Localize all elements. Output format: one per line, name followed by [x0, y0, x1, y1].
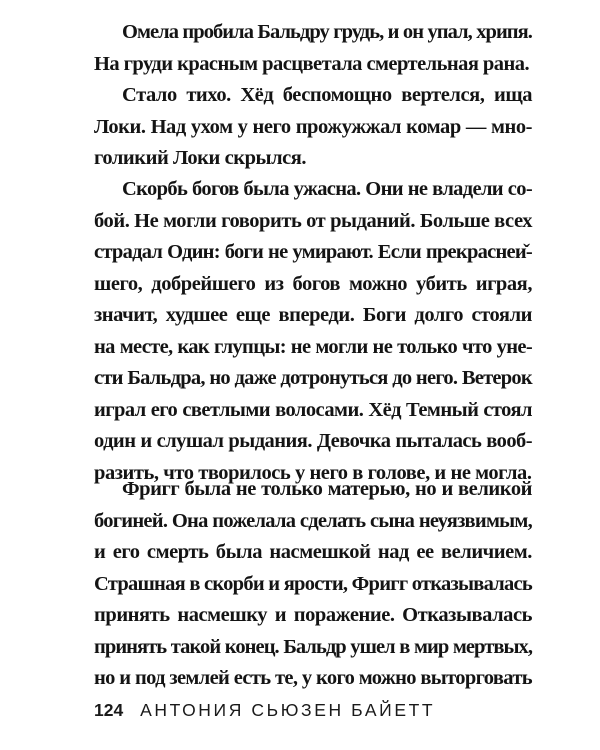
text-line: Локи. Над ухом у него прожужжал комар — мно-	[94, 115, 532, 138]
page-number: 124	[94, 700, 124, 720]
text-line: богиней. Она пожелала сделать сына неуязвимым,	[94, 509, 532, 532]
text-line: Скорбь богов была ужасна. Они не владели со-	[122, 178, 532, 200]
page-footer	[94, 690, 435, 730]
text-line: На груди красным расцветала смертельная рана.	[94, 52, 530, 75]
text-line: принять такой конец. Бальдр ушел в мир мертвых,	[94, 635, 532, 658]
text-line: бой. Не могли говорить от рыданий. Больше всех	[94, 209, 532, 232]
text-line: на месте, как глупцы: не могли не только что уне-	[94, 335, 532, 358]
text-line: один и слушал рыдания. Девочка пыталась вооб-	[94, 430, 532, 452]
text-line: голикий Локи скрылся.	[94, 147, 307, 169]
text-line: и его смерть была насмешкой над ее величием.	[94, 541, 532, 563]
text-line: принять насмешку и поражение. Отказывалась	[94, 604, 532, 626]
text-line: значит, худшее еще впереди. Боги долго стояли	[94, 304, 532, 326]
text-line: разить, что творилось у него в голове, и не могла.	[94, 461, 532, 484]
text-line: шего, добрейшего из богов можно убить играя,	[94, 272, 532, 295]
text-line: Омела пробила Бальдру грудь, и он упал, хрипя.	[122, 21, 532, 43]
text-line: сти Бальдра, но даже дотронуться до него. Ветерок	[94, 367, 532, 389]
text-line: играл его светлыми волосами. Хёд Темный стоял	[94, 398, 532, 421]
text-line: но и под землей есть те, у кого можно выторговать	[94, 667, 532, 689]
paragraph-3	[94, 174, 532, 489]
text-line: Страшная в скорби и ярости, Фригг отказывалась	[94, 572, 532, 595]
text-line: страдал Один: боги не умирают. Если прекраснеи̌-	[94, 241, 532, 263]
text-line: Фригг была не только матерью, но и великой	[122, 478, 532, 500]
running-head-author: АНТОНИЯ СЬЮЗЕН БАЙЕТТ	[140, 700, 436, 720]
paragraph-1	[94, 17, 532, 80]
text-line: Стало тихо. Хёд беспомощно вертелся, ища	[122, 84, 532, 106]
paragraph-4	[94, 474, 532, 695]
paragraph-2	[94, 80, 532, 175]
